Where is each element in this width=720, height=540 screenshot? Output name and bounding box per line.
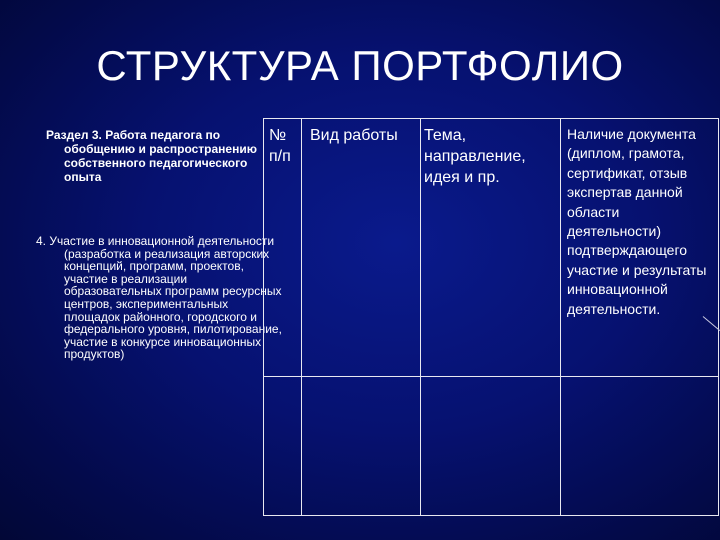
header-number: № п/п [269,127,291,165]
portfolio-table [263,118,719,516]
activity-item: 4. Участие в инновационной деятельности (разработка и реализация авторских концепций, программ, проектов, участие в реализации образовательных программ ресурсных центров, экспериментальных площадок районного, городского и федерального уровня, пилотирование, участие в конкурсе инновационных продуктов) [36,234,282,362]
header-topic: Тема, направление, идея и пр. [424,127,526,186]
column-divider [301,119,302,515]
column-divider [420,119,421,515]
header-document: Наличие документа (диплом, грамота, сертификат, отзыв экспертав данной области деятельности) подтверждающего участие и результаты инновационной деятельности. [567,126,707,317]
slide-title: СТРУКТУРА ПОРТФОЛИО [96,42,624,89]
header-work-type: Вид работы [310,127,398,144]
section-heading: Раздел 3. Работа педагога по обобщению и распространению собственного педагогического опыта [46,128,257,184]
row-divider [264,376,718,377]
column-divider [560,119,561,515]
